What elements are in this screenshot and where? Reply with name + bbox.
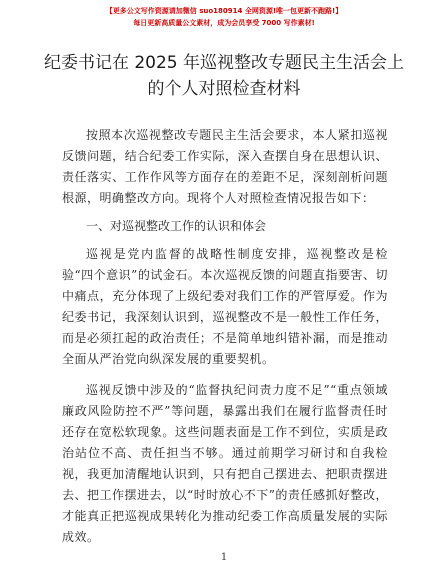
document-title: 纪委书记在 2025 年巡视整改专题民主生活会上的个人对照检查材料 — [43, 53, 405, 99]
intro-paragraph: 按照本次巡视整改专题民主生活会要求，本人紧扣巡视反馈问题，结合纪委工作实际，深入查摆自身在思想认识、责任落实、工作作风等方面存在的差距不足，深刻剖析问题根源，明确整改方向。现将个人对照检查情况报告如下： — [62, 128, 388, 205]
paragraph-spacer — [62, 370, 388, 380]
section-heading: 一、对巡视整改工作的认识和体会 — [86, 219, 267, 233]
banner-line-1: 【更多公文写作资源请加微信 suo180914 全网资源!唯一包更新不跑路!】 — [105, 7, 343, 15]
document-body — [62, 125, 388, 548]
page-number: 1 — [220, 552, 228, 563]
banner-line-2: 每日更新高质量公文素材，成为会员享受 7000 写作素材! — [133, 19, 315, 27]
promo-banner — [0, 6, 448, 28]
body-paragraph-2: 巡视反馈中涉及的“监督执纪问责力度不足”“重点领域廉政风险防控不严”等问题，暴露出我们在履行监督责任时还存在宽松软现象。这些问题表面是工作不到位，实质是政治站位不高、责任担当不够。通过前期学习研讨和自我检视，我更加清醒地认识到，只有把自己摆进去、把职责摆进去、把工作摆进去，以“时时放心不下”的责任感抓好整改，才能真正把巡视成果转化为推动纪委工作高质量发展的实际成效。 — [62, 383, 388, 544]
body-paragraph-1: 巡视是党内监督的战略性制度安排，巡视整改是检验“四个意识”的试金石。本次巡视反馈的问题直指要害、切中痛点，充分体现了上级纪委对我们工作的严管厚爱。作为纪委书记，我深刻认识到，巡视整改不是一般性工作任务，而是必须扛起的政治责任；不是简单地纠错补漏，而是推动全面从严治党向纵深发展的重要契机。 — [62, 247, 388, 366]
